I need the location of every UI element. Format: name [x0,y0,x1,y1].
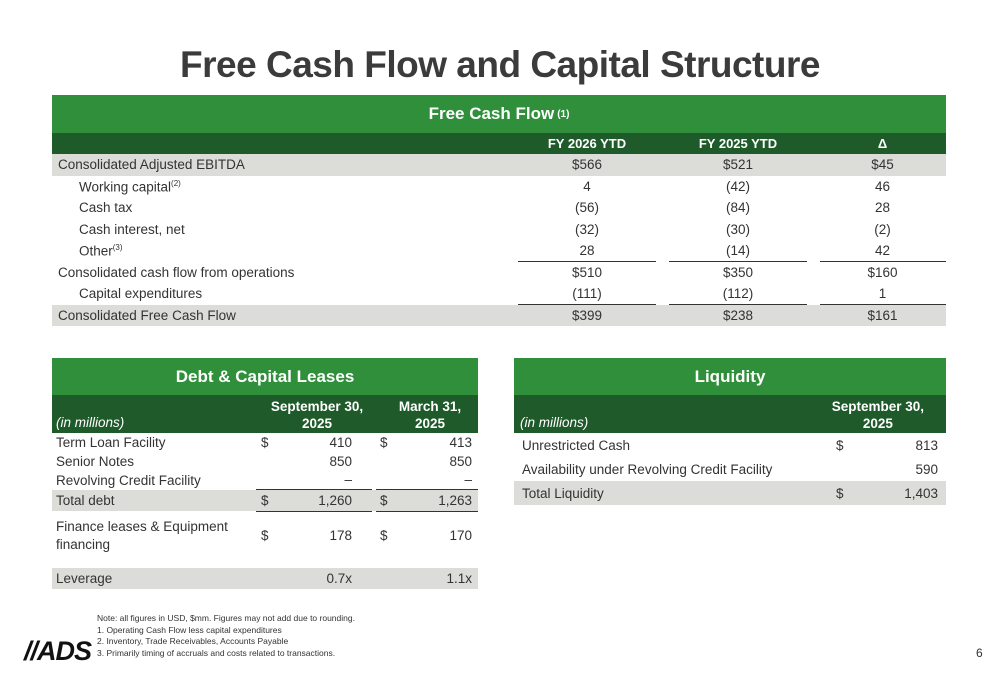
row-value: $160 [867,264,898,280]
debt-col-mar2025: March 31, 2025 [398,399,462,431]
free-cash-flow-table [52,95,946,326]
table-row [52,283,946,305]
table-row [52,197,946,219]
row-value: (42) [725,178,750,194]
row-value: $521 [722,157,754,172]
row-label: Working capital$^{(2)}$ [79,178,181,194]
table-row [514,481,946,505]
row-value: 813 [915,438,938,453]
dollar-sign: $ [261,493,269,508]
dollar-sign: $ [836,486,844,501]
liquidity-column-headers [514,395,946,433]
row-label: Other$^{(3)}$ [79,243,123,259]
row-label: Total debt [56,493,115,508]
row-value: (111) [572,286,602,301]
row-label: Senior Notes [56,454,135,469]
row-value: 1 [878,286,887,301]
row-value: 590 [915,462,938,477]
fcf-col-fy2025: FY 2025 YTD [698,136,778,151]
row-value: (84) [725,200,750,215]
debt-header: Debt & Capital Leases [52,358,478,395]
dollar-sign: $ [380,528,388,543]
fcf-column-headers [52,133,946,154]
row-label: Leverage [56,571,113,586]
row-value: 170 [449,528,472,543]
footnote-line: 1. Operating Cash Flow less capital expenditures [97,624,282,635]
row-label: Finance leases & Equipment financing [56,519,228,552]
dollar-sign: $ [836,438,844,453]
row-value: (2) [874,221,891,237]
row-value: 1.1x [446,571,472,586]
fcf-col-fy2026: FY 2026 YTD [547,136,627,151]
table-row [514,433,946,457]
row-value: 28 [874,200,891,215]
row-value: 28 [579,243,595,258]
page-title: Free Cash Flow and Capital Structure [180,44,820,85]
table-row [52,568,478,589]
row-value: $399 [571,307,603,323]
table-row [52,154,946,176]
liquidity-table [514,358,946,505]
row-footnote: (2) [171,178,181,188]
table-row [52,433,478,452]
row-value: 850 [449,454,472,469]
row-label: Availability under Revolving Credit Facility [522,462,773,477]
debt-capital-leases-table [52,358,478,589]
row-value: $566 [571,157,603,172]
row-value: (14) [725,243,750,258]
row-value: 1,263 [438,493,472,508]
debt-column-headers [52,395,478,433]
row-label: Cash interest, net [79,221,185,237]
dollar-sign: $ [261,528,269,543]
table-row [52,471,478,490]
row-value: 42 [874,243,891,258]
row-value: 1,260 [318,493,352,508]
row-value: $45 [871,157,894,172]
dollar-sign: $ [380,435,388,450]
row-label: Consolidated Adjusted EBITDA [58,157,245,172]
row-value: 413 [449,435,472,450]
table-row [514,457,946,481]
row-value: (30) [725,221,750,237]
row-label: Total Liquidity [522,486,604,501]
row-label: Capital expenditures [79,286,203,301]
row-value: $161 [867,307,898,323]
row-label: Consolidated cash flow from operations [58,264,295,280]
row-label: Cash tax [79,200,133,215]
units-label: (in millions) [56,415,125,430]
footnote-line: 3. Primarily timing of accruals and costs related to transactions. [97,647,336,658]
fcf-header-footnote: (1) [557,108,570,120]
page-number: 6 [976,646,983,660]
row-value: $510 [571,264,603,280]
row-value: $350 [722,264,754,280]
row-footnote: (3) [112,243,123,252]
debt-col-sep2025: September 30, 2025 [270,399,364,431]
row-value: 178 [329,528,352,543]
table-row [52,219,946,241]
liquidity-header: Liquidity [514,358,946,395]
table-row [52,305,946,327]
row-value: 850 [329,454,352,469]
footnotes [97,613,355,659]
table-row [52,490,478,511]
table-row [52,262,946,284]
row-label: Unrestricted Cash [522,438,631,453]
table-row [52,176,946,198]
fcf-header [52,95,946,133]
row-value: 0.7x [326,571,352,586]
footnote-line: Note: all figures in USD, $mm. Figures may not add due to rounding. [97,613,355,623]
row-value: 4 [583,178,591,194]
fcf-header-label: Free Cash Flow [428,104,555,123]
table-row [52,240,946,262]
ads-logo: //ADS [24,636,92,666]
row-value: – [464,472,472,487]
row-value: – [344,472,352,487]
dollar-sign: $ [380,493,388,508]
fcf-col-delta: Δ [877,136,888,151]
row-value: 410 [329,435,352,450]
row-value: 46 [874,178,891,194]
dollar-sign: $ [261,435,269,450]
row-value: $238 [722,307,754,323]
row-value: 1,403 [904,486,938,501]
row-value: (56) [574,200,599,215]
table-row [52,452,478,471]
footnote-line: 2. Inventory, Trade Receivables, Accounts Payable [97,636,289,646]
table-row [52,511,478,564]
liquidity-col-sep2025: September 30, 2025 [831,399,924,431]
row-label: Revolving Credit Facility [56,473,201,488]
row-label: Consolidated Free Cash Flow [58,307,236,323]
row-value: (32) [574,221,599,237]
row-value: (112) [722,286,754,301]
row-label: Term Loan Facility [56,435,166,450]
units-label: (in millions) [520,415,589,430]
